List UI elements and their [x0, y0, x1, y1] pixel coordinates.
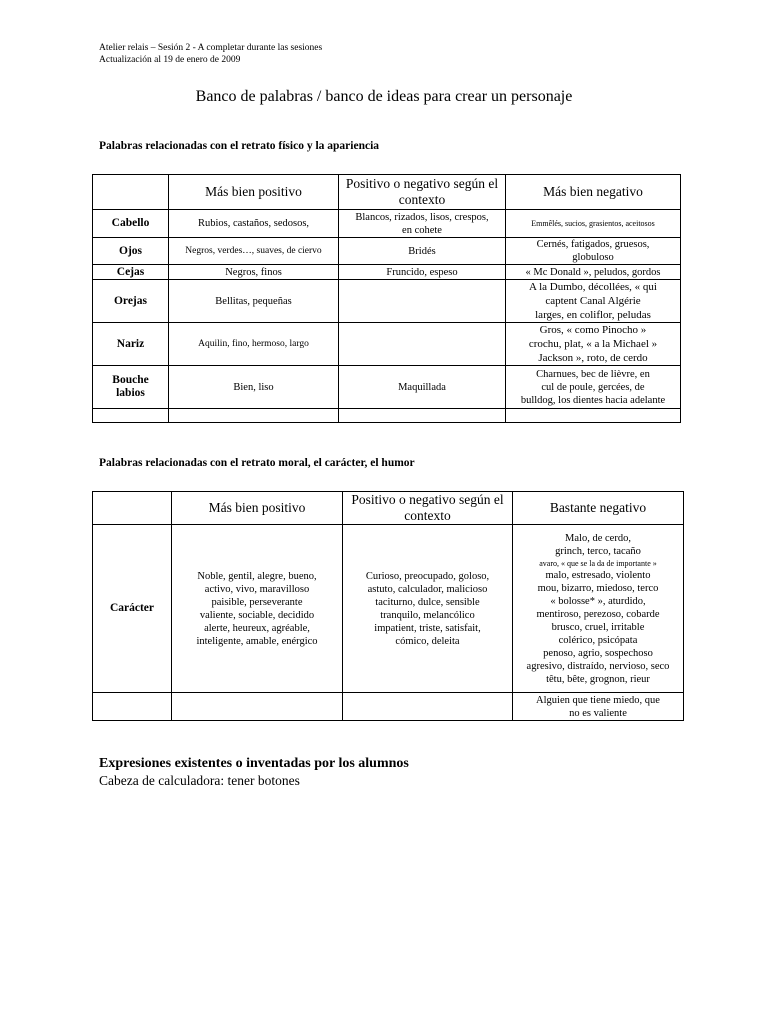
- cell-line: en cohete: [402, 224, 442, 236]
- cell-line: larges, en coliflor, peludas: [535, 309, 651, 321]
- cell-line: Blancos, rizados, lisos, crespos,: [355, 211, 489, 223]
- cell-negative: [506, 210, 681, 238]
- cell-negative: [506, 366, 681, 409]
- cell-negative: [506, 265, 681, 280]
- cell-line: no es valiente: [569, 707, 627, 719]
- cell-line: colérico, psicópata: [558, 634, 638, 646]
- row-label-line: labios: [116, 387, 145, 399]
- cell-context: [339, 366, 506, 409]
- cell-line: Bridés: [408, 245, 436, 257]
- cell-positive: Negros, verdes…, suaves, de ciervo: [169, 238, 339, 265]
- cell-line: grinch, terco, tacaño: [555, 545, 641, 557]
- row-label-line: Bouche: [112, 374, 149, 386]
- column-header-context-text: Positivo o negativo según el contexto: [351, 492, 504, 523]
- cell-line: tranquilo, melancólico: [380, 609, 475, 621]
- row-label-cabello: Cabello: [93, 210, 169, 238]
- moral-section-heading: Palabras relacionadas con el retrato moral, el carácter, el humor: [99, 457, 415, 469]
- row-label-bouche-labios: [93, 366, 169, 409]
- empty-cell: [506, 409, 681, 423]
- cell-line: alerte, heureux, agréable,: [204, 622, 310, 634]
- cell-context: [339, 265, 506, 280]
- table-header-row: [93, 175, 681, 210]
- document-header: [99, 42, 322, 66]
- cell-line: agresivo, distraído, nervioso, seco: [526, 660, 670, 672]
- cell-context: [339, 238, 506, 265]
- cell-positive: Bien, liso: [169, 366, 339, 409]
- row-label-ojos: Ojos: [93, 238, 169, 265]
- cell-context: [339, 280, 506, 323]
- empty-cell: [169, 409, 339, 423]
- cell-line: inteligente, amable, enérgico: [196, 635, 318, 647]
- cell-line: Noble, gentil, alegre, bueno,: [197, 570, 317, 582]
- row-label-nariz: Nariz: [93, 323, 169, 366]
- table-header-row: [93, 492, 684, 525]
- cell-line: Maquillada: [398, 381, 446, 393]
- physical-section-heading: Palabras relacionadas con el retrato físico y la apariencia: [99, 140, 380, 152]
- table-row: [93, 265, 681, 280]
- empty-cell: [172, 693, 343, 721]
- cell-line: Emmêlés, sucios, grasientos, aceitosos: [531, 219, 655, 228]
- expressions-line: Cabeza de calculadora: tener botones: [99, 773, 300, 788]
- cell-line: Alguien que tiene miedo, que: [536, 694, 660, 706]
- empty-cell: [93, 693, 172, 721]
- expressions-heading: Expresiones existentes o inventadas por los alumnos: [99, 756, 409, 771]
- cell-context: [339, 323, 506, 366]
- cell-positive: Rubios, castaños, sedosos,: [169, 210, 339, 238]
- table-row: [93, 238, 681, 265]
- table-row: [93, 693, 684, 721]
- cell-line: brusco, cruel, irritable: [551, 621, 645, 633]
- table-row: [93, 525, 684, 693]
- column-header-negative: Más bien negativo: [506, 175, 681, 210]
- moral-table: [92, 491, 684, 721]
- cell-line: Curioso, preocupado, goloso,: [365, 570, 490, 582]
- physical-table: [92, 174, 681, 423]
- cell-line: captent Canal Algérie: [545, 295, 641, 307]
- column-header-context: [339, 175, 506, 210]
- cell-line: bulldog, los dientes hacia adelante: [520, 394, 666, 406]
- cell-positive: Aquilin, fino, hermoso, largo: [169, 323, 339, 366]
- cell-line: Charnues, bec de lièvre, en: [536, 368, 650, 380]
- cell-line: crochu, plat, « a la Michael »: [528, 338, 658, 350]
- table-row: [93, 323, 681, 366]
- page-title: Banco de palabras / banco de ideas para crear un personaje: [195, 88, 573, 105]
- cell-line: activo, vivo, maravilloso: [204, 583, 310, 595]
- cell-line: Jackson », roto, de cerdo: [538, 352, 648, 364]
- column-header-positive: Más bien positivo: [169, 175, 339, 210]
- row-label-cejas: Cejas: [93, 265, 169, 280]
- cell-line: paisible, perseverante: [211, 596, 303, 608]
- cell-positive: Negros, finos: [169, 265, 339, 280]
- cell-line: penoso, agrio, sospechoso: [543, 647, 653, 659]
- cell-line: Fruncido, espeso: [386, 266, 458, 278]
- column-header-positive: Más bien positivo: [172, 492, 343, 525]
- row-label-caracter: Carácter: [93, 525, 172, 693]
- cell-negative-extra: [513, 693, 684, 721]
- table-row-empty: [93, 409, 681, 423]
- cell-negative: [506, 323, 681, 366]
- table-row: [93, 366, 681, 409]
- empty-cell: [93, 409, 169, 423]
- cell-line: avaro, « que se la da de importante »: [539, 558, 657, 568]
- empty-corner-cell: [93, 492, 172, 525]
- cell-line: « Mc Donald », peludos, gordos: [525, 266, 661, 278]
- cell-line: malo, estresado, violento: [545, 569, 651, 581]
- cell-line: cómico, deleita: [395, 635, 460, 647]
- cell-negative: [513, 525, 684, 693]
- cell-line: astuto, calculador, malicioso: [367, 583, 488, 595]
- empty-cell: [339, 409, 506, 423]
- header-line-2: Actualización al 19 de enero de 2009: [99, 55, 241, 65]
- cell-line: impatient, triste, satisfait,: [374, 622, 481, 634]
- cell-line: valiente, sociable, decidido: [199, 609, 315, 621]
- cell-line: Cernés, fatigados, gruesos,: [536, 239, 650, 250]
- cell-context: [339, 210, 506, 238]
- cell-line: têtu, bête, grognon, rieur: [546, 673, 650, 685]
- cell-negative: [506, 280, 681, 323]
- cell-negative: [506, 238, 681, 265]
- cell-line: Malo, de cerdo,: [565, 532, 631, 544]
- cell-line: mou, bizarro, miedoso, terco: [537, 582, 659, 594]
- cell-line: A la Dumbo, décollées, « qui: [528, 281, 657, 293]
- table-row: [93, 280, 681, 323]
- empty-cell: [343, 693, 513, 721]
- cell-line: globuloso: [572, 252, 614, 263]
- cell-line: cul de poule, gercées, de: [541, 381, 645, 393]
- empty-corner-cell: [93, 175, 169, 210]
- row-label-orejas: Orejas: [93, 280, 169, 323]
- column-header-context: [343, 492, 513, 525]
- table-row: [93, 210, 681, 238]
- cell-line: Gros, « como Pinocho »: [539, 324, 647, 336]
- cell-context: [343, 525, 513, 693]
- cell-line: mentiroso, perezoso, cobarde: [536, 608, 660, 620]
- cell-positive: Bellitas, pequeñas: [169, 280, 339, 323]
- cell-line: taciturno, dulce, sensible: [375, 596, 480, 608]
- header-line-1: Atelier relais – Sesión 2 - A completar durante las sesiones: [99, 43, 323, 53]
- column-header-negative: Bastante negativo: [513, 492, 684, 525]
- cell-line: « bolosse* », aturdido,: [550, 595, 646, 607]
- cell-positive: [172, 525, 343, 693]
- column-header-context-text: Positivo o negativo según el contexto: [345, 176, 499, 207]
